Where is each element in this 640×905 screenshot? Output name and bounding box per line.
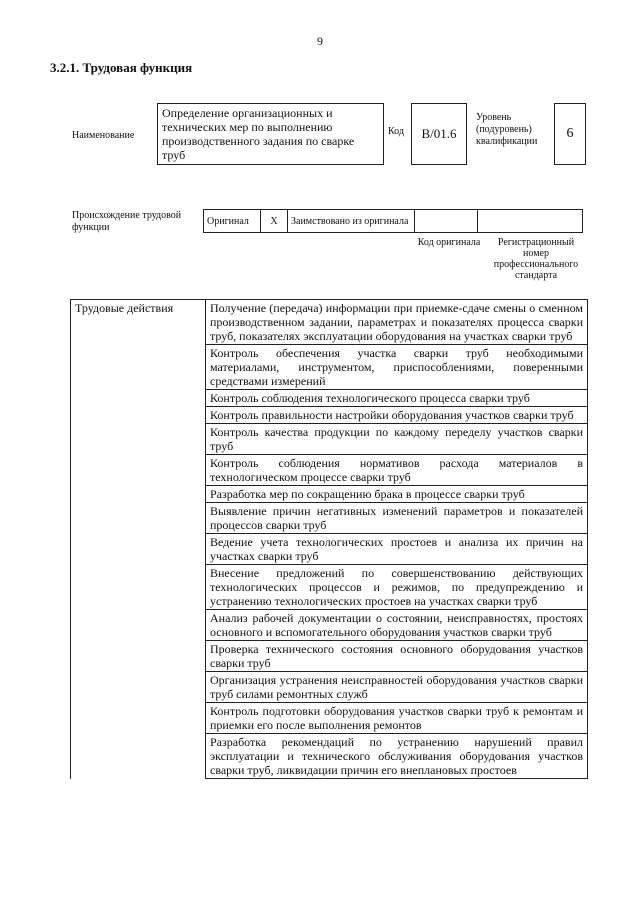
action-item: Ведение учета технологических простоев и анализа их причин на участках сварки труб: [206, 534, 588, 565]
action-item: Анализ рабочей документации о состоянии, неисправностях, простоях основного и вспомогательного оборудования участков сварки труб: [206, 610, 588, 641]
reg-number-cell: [478, 210, 583, 233]
action-item: Контроль подготовки оборудования участков сварки труб к ремонтам и приемки его после выполнения ремонтов: [206, 703, 588, 734]
borrowed-label: Заимствовано из оригинала: [288, 210, 415, 233]
page-number: 9: [317, 34, 323, 48]
action-item: Контроль соблюдения нормативов расхода материалов в технологическом процессе сварки труб: [206, 455, 588, 486]
action-item: Получение (передача) информации при приемке-сдаче смены о сменном производственном задании, параметрах и показателях процесса сварки труб, показателях эксплуатации оборудования на участках сварки труб: [206, 300, 588, 345]
category-cell: Трудовые действия: [71, 300, 206, 779]
origin-table: [203, 209, 583, 233]
origin-label: Происхождение трудовой функции: [72, 210, 182, 233]
action-item: Выявление причин негативных изменений параметров и показателей процессов сварки труб: [206, 503, 588, 534]
action-item: Контроль обеспечения участка сварки труб необходимыми материалами, инструментом, приспособлениями, поверенными средствами измерений: [206, 345, 588, 390]
name-label: Наименование: [72, 130, 135, 141]
action-item: Разработка мер по сокращению брака в процессе сварки труб: [206, 486, 588, 503]
original-code-label: Код оригинала: [417, 237, 481, 248]
section-title: 3.2.1. Трудовая функция: [50, 60, 193, 75]
action-item: Контроль правильности настройки оборудования участков сварки труб: [206, 407, 588, 424]
action-item: Разработка рекомендаций по устранению нарушений правил эксплуатации и технического обслуживания оборудования участков сварки труб, ликвидации причин его внеплановых простоев: [206, 734, 588, 779]
action-item: Организация устранения неисправностей оборудования участков сварки труб силами ремонтных служб: [206, 672, 588, 703]
original-code-cell: [415, 210, 478, 233]
action-item: Проверка технического состояния основного оборудования участков сварки труб: [206, 641, 588, 672]
reg-number-label: Регистрационный номер профессионального стандарта: [493, 237, 579, 281]
function-name-value: Определение организационных и технических мер по выполнению производственного задания по сварке труб: [157, 103, 384, 165]
level-value: 6: [554, 103, 586, 165]
code-label: Код: [388, 126, 404, 137]
table-row: [71, 300, 588, 345]
labor-actions-table: [70, 299, 588, 779]
action-item: Контроль качества продукции по каждому переделу участков сварки труб: [206, 424, 588, 455]
level-label: Уровень (подуровень) квалификации: [476, 112, 538, 147]
original-mark: X: [261, 210, 288, 233]
code-value: B/01.6: [411, 103, 467, 165]
action-item: Контроль соблюдения технологического процесса сварки труб: [206, 390, 588, 407]
action-item: Внесение предложений по совершенствованию действующих технологических процессов и режимов, по предупреждению и устранению технологических простоев на участках сварки труб: [206, 565, 588, 610]
original-label: Оригинал: [204, 210, 261, 233]
